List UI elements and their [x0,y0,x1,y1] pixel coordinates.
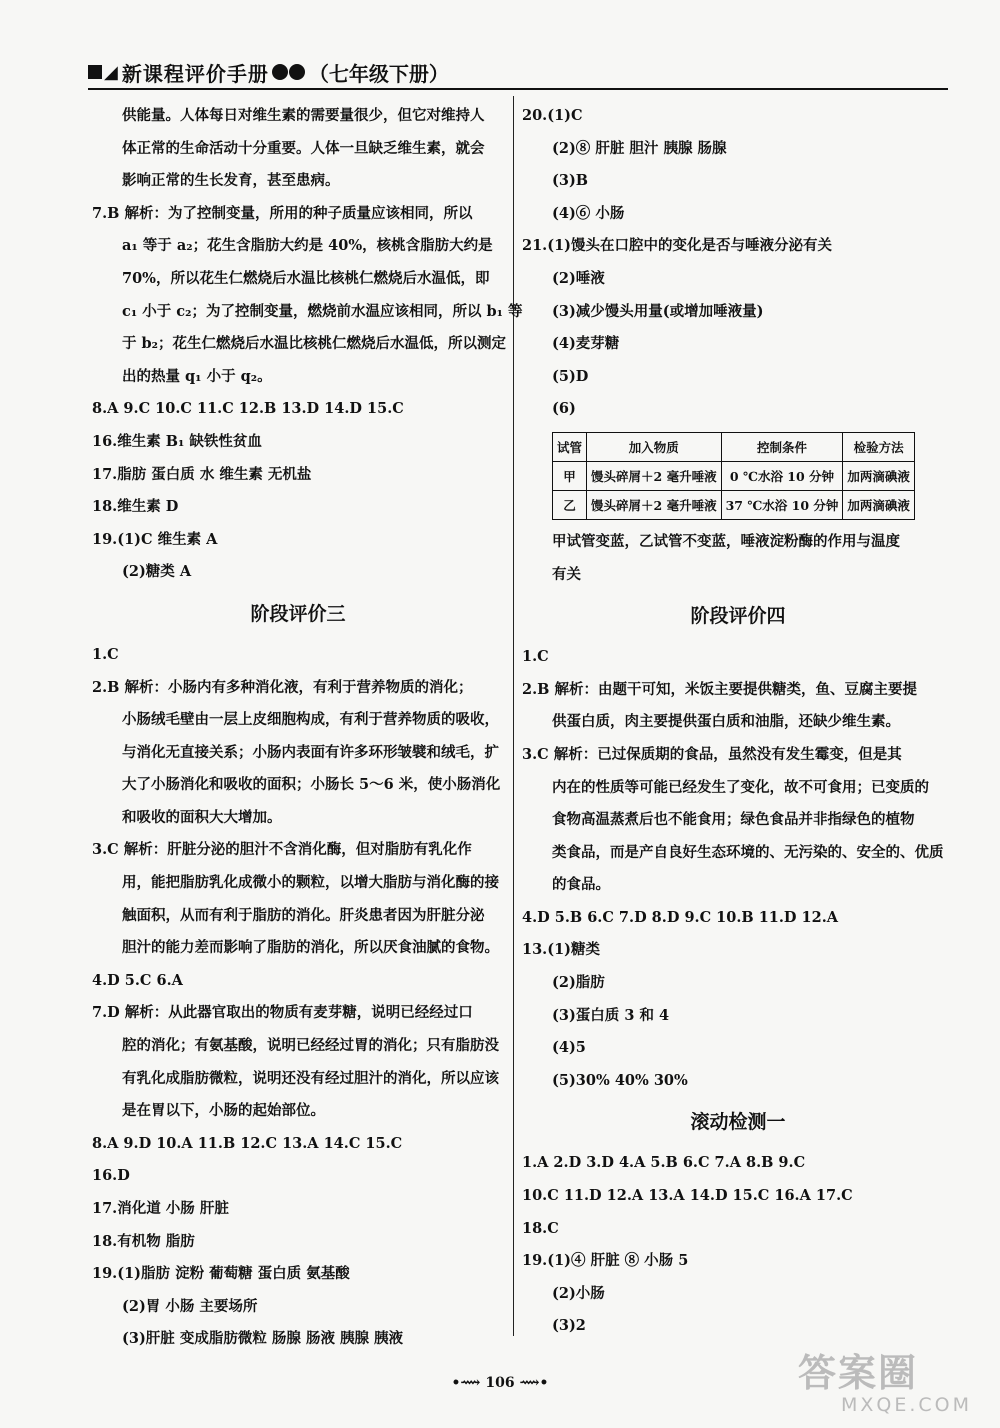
footer-ornament-right-icon: ⟿• [514,1375,549,1391]
table-header-cell: 控制条件 [721,432,843,461]
answer-line: (6) [552,400,576,418]
answer-line: 影响正常的生长发育，甚至患病。 [122,172,340,190]
series-dots-icon [272,64,306,80]
table-header-cell: 试管 [553,432,587,461]
answer-line: 8.A 9.C 10.C 11.C 12.B 13.D 14.D 15.C [92,400,404,418]
answer-line: 内在的性质等可能已经发生了变化，故不可食用；已变质的 [552,778,929,796]
answer-line: 18.有机物 脂肪 [92,1232,195,1250]
table-cell: 馒头碎屑＋2 毫升唾液 [587,461,722,490]
answer-line: 16.D [92,1167,130,1185]
answer-line: 19.(1)脂肪 淀粉 葡萄糖 蛋白质 氨基酸 [92,1265,350,1283]
answer-line: 4.D 5.C 6.A [92,971,183,989]
answer-line: 10.C 11.D 12.A 13.A 14.D 15.C 16.A 17.C [522,1187,853,1205]
answer-line: 的食品。 [552,876,610,894]
answer-line: 7.B 解析：为了控制变量，所用的种子质量应该相同，所以 [92,204,473,222]
answer-line: 食物高温蒸煮后也不能食用；绿色食品并非指绿色的植物 [552,811,915,829]
answer-line: 是在胃以下，小肠的起始部位。 [122,1102,325,1120]
logo-mark-icon: ◢ [104,61,118,83]
right-column [522,100,954,1343]
answer-line: (2)⑧ 肝脏 胆汁 胰腺 肠腺 [552,139,727,157]
table-cell: 0 ℃水浴 10 分钟 [721,461,843,490]
answer-line: 用，能把脂肪乳化成微小的颗粒，以增大脂肪与消化酶的接 [122,874,499,892]
section-heading: 阶段评价四 [690,605,786,628]
experiment-table-wrapper [522,432,954,520]
table-cell: 加两滴碘液 [843,490,915,519]
answer-line: 有关 [552,565,581,583]
answer-line: 有乳化成脂肪微粒，说明还没有经过胆汁的消化，所以应该 [122,1069,499,1087]
answer-line: 小肠绒毛壁由一层上皮细胞构成，有利于营养物质的吸收， [122,711,499,729]
column-divider [513,96,514,1336]
answer-line: 19.(1)C 维生素 A [92,530,218,548]
table-header-cell: 加入物质 [587,432,722,461]
answer-line: 类食品，而是产自良好生态环境的、无污染的、安全的、优质 [552,843,944,861]
footer-ornament-left-icon: •⟿ [451,1375,486,1391]
table-cell: 37 ℃水浴 10 分钟 [721,490,843,519]
answer-line: 70%，所以花生仁燃烧后水温比核桃仁燃烧后水温低，即 [122,269,490,287]
answer-line: 体正常的生命活动十分重要。人体一旦缺乏维生素，就会 [122,139,485,157]
answer-line: 21.(1)馒头在口腔中的变化是否与唾液分泌有关 [522,237,833,255]
grade-label: （七年级下册） [308,61,449,86]
answer-line: 与消化无直接关系；小肠内表面有许多环形皱襞和绒毛，扩 [122,743,499,761]
table-header-cell: 检验方法 [843,432,915,461]
answer-line: 17.消化道 小肠 肝脏 [92,1200,229,1217]
answer-line: 18.C [522,1219,559,1237]
section-heading: 滚动检测一 [690,1111,786,1134]
page-number-text: 106 [485,1375,515,1391]
answer-line: (5)D [552,367,589,385]
answer-line: 供蛋白质，肉主要提供蛋白质和油脂，还缺少维生素。 [552,713,900,731]
section-heading: 阶段评价三 [250,602,346,625]
answer-line: (4)麦芽糖 [552,335,620,353]
answer-line: (3)减少馒头用量(或增加唾液量) [552,302,764,320]
answer-line: 13.(1)糖类 [522,941,601,959]
answer-line: 触面积，从而有利于脂肪的消化。肝炎患者因为肝脏分泌 [122,906,485,924]
table-row [553,461,915,490]
answer-line: (2)脂肪 [552,974,605,992]
table-header-row [553,432,915,461]
answer-line: 3.C 解析：已过保质期的食品，虽然没有发生霉变，但是其 [522,745,902,763]
answer-line: 2.B 解析：由题干可知，米饭主要提供糖类，鱼、豆腐主要提 [522,680,917,698]
watermark-text: 答案圈 [798,1351,919,1395]
answer-line: (2)胃 小肠 主要场所 [122,1297,258,1315]
answer-line: 2.B 解析：小肠内有多种消化液，有利于营养物质的消化； [92,678,473,696]
logo-icon [88,65,102,79]
table-cell: 乙 [553,490,587,519]
answer-line: 3.C 解析：肝脏分泌的胆汁不含消化酶，但对脂肪有乳化作 [92,841,472,859]
answer-line: 和吸收的面积大大增加。 [122,808,282,826]
answer-line: 于 b₂；花生仁燃烧后水温比核桃仁燃烧后水温低，所以测定 [122,335,507,353]
table-cell: 甲 [553,461,587,490]
answer-line: 大了小肠消化和吸收的面积；小肠长 5～6 米，使小肠消化 [122,776,501,794]
answer-line: (5)30% 40% 30% [552,1071,688,1089]
answer-line: (3)蛋白质 3 和 4 [552,1006,670,1024]
watermark-url: MXQE.COM [840,1394,972,1416]
answer-line: (2)小肠 [552,1284,605,1302]
answer-line: 18.维生素 D [92,498,179,516]
answer-line: (4)5 [552,1039,586,1057]
answer-line: 19.(1)④ 肝脏 ⑧ 小肠 5 [522,1252,689,1270]
answer-line: c₁ 小于 c₂；为了控制变量，燃烧前水温应该相同，所以 b₁ 等 [122,302,523,320]
header-rule [88,88,948,90]
answer-line: (2)糖类 A [122,563,192,581]
answer-line: (4)⑥ 小肠 [552,204,625,222]
answer-line: (2)唾液 [552,269,605,287]
book-title: 新课程评价手册 [121,61,269,86]
answer-line: 出的热量 q₁ 小于 q₂。 [122,367,272,385]
answer-line: (3)2 [552,1317,586,1335]
left-column [92,100,523,1356]
answer-line: 1.C [522,648,549,666]
answer-line: (3)肝脏 变成脂肪微粒 肠腺 肠液 胰腺 胰液 [122,1330,404,1348]
answer-line: 7.D 解析：从此器官取出的物质有麦芽糖，说明已经经过口 [92,1004,473,1022]
table-row [553,490,915,519]
answer-line: 供能量。人体每日对维生素的需要量很少，但它对维持人 [122,107,485,124]
experiment-table [552,432,915,520]
watermark-logo [798,1352,978,1422]
answer-line: 胆汁的能力差而影响了脂肪的消化，所以厌食油腻的食物。 [122,939,499,957]
answer-line: a₁ 等于 a₂；花生含脂肪大约是 40%，核桃含脂肪大约是 [122,237,493,255]
table-cell: 加两滴碘液 [843,461,915,490]
page-header [88,58,948,86]
answer-line: 16.维生素 B₁ 缺铁性贫血 [92,432,262,450]
answer-line: 甲试管变蓝，乙试管不变蓝，唾液淀粉酶的作用与温度 [552,532,900,550]
answer-line: (3)B [552,172,589,190]
answer-line: 1.C [92,645,119,663]
answer-line: 4.D 5.B 6.C 7.D 8.D 9.C 10.B 11.D 12.A [522,908,839,926]
answer-line: 1.A 2.D 3.D 4.A 5.B 6.C 7.A 8.B 9.C [522,1154,806,1172]
answer-line: 8.A 9.D 10.A 11.B 12.C 13.A 14.C 15.C [92,1134,403,1152]
table-cell: 馒头碎屑＋2 毫升唾液 [587,490,722,519]
answer-line: 20.(1)C [522,107,583,124]
answer-line: 腔的消化；有氨基酸，说明已经经过胃的消化；只有脂肪没 [122,1037,499,1055]
answer-line: 17.脂肪 蛋白质 水 维生素 无机盐 [92,465,312,483]
